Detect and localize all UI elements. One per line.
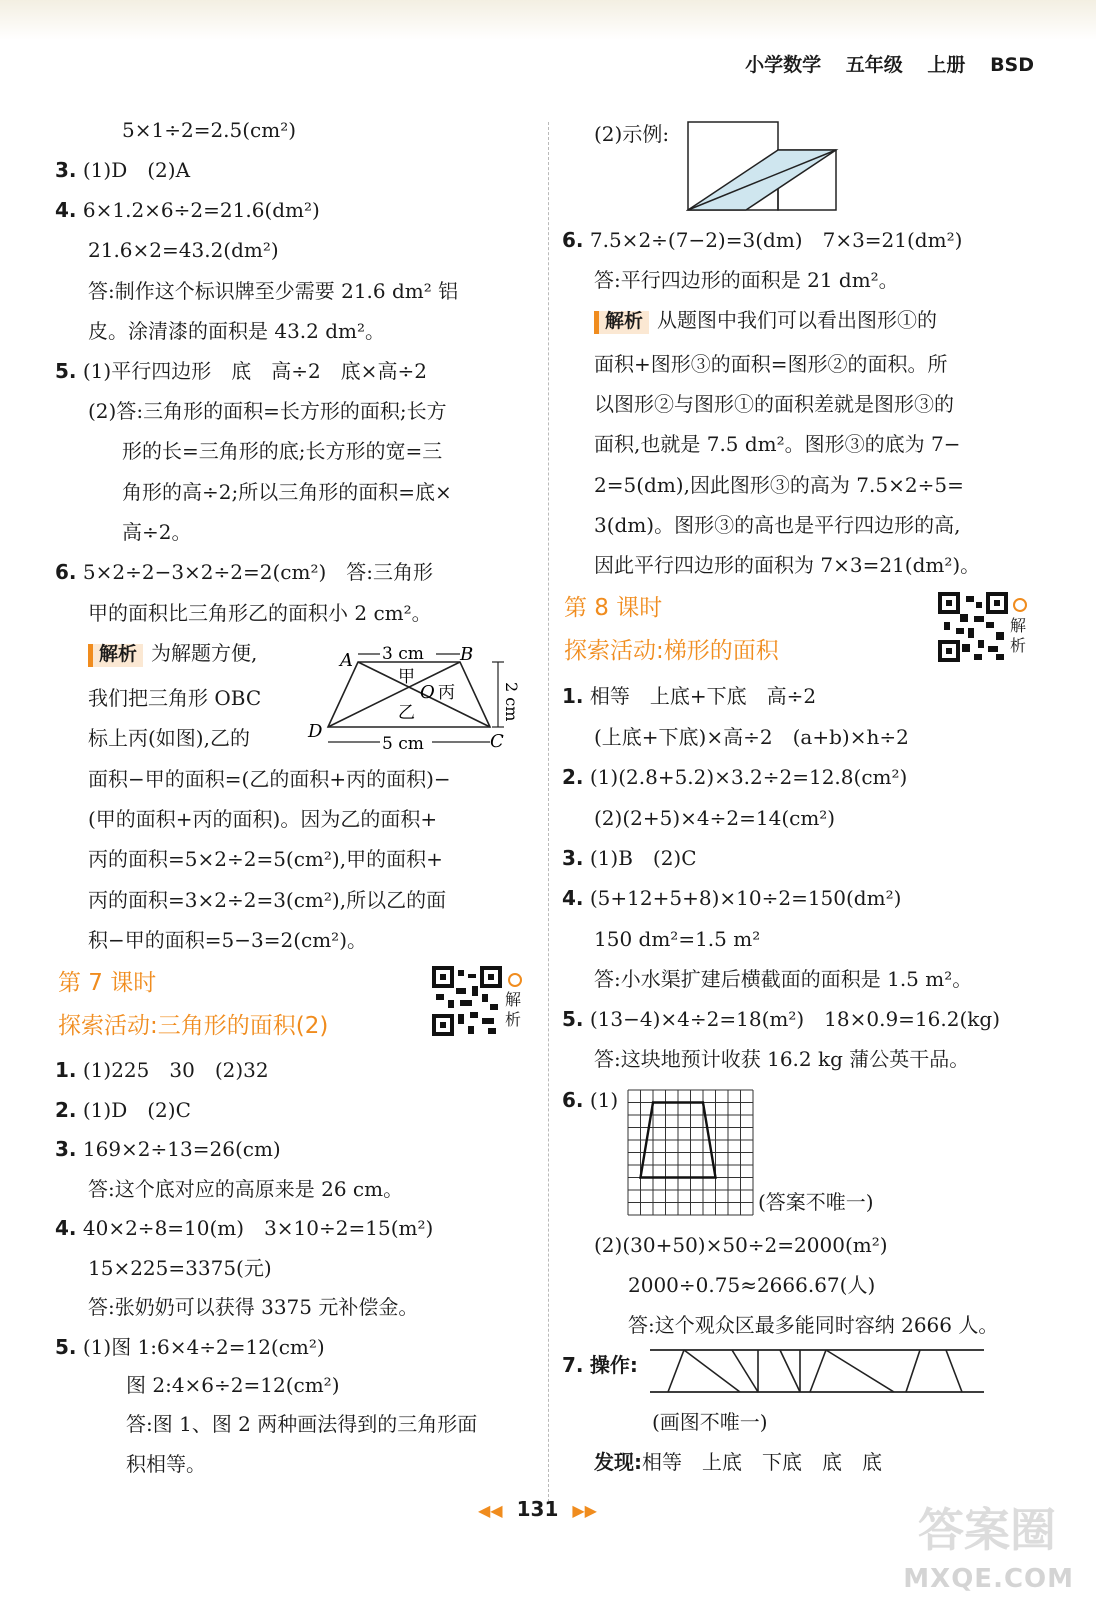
answer-line: 答:这个底对应的高原来是 26 cm。 bbox=[88, 1177, 404, 1201]
answer-line: (2)示例: bbox=[594, 122, 670, 146]
answer-line: 3(dm)。图形③的高也是平行四边形的高, bbox=[594, 513, 961, 537]
answer-line: 5. (13−4)×4÷2=18(m²) 18×0.9=16.2(kg) bbox=[562, 1007, 1001, 1031]
question-number: 1. bbox=[55, 1058, 77, 1082]
answer-line: 面积,也就是 7.5 dm²。图形③的底为 7− bbox=[594, 432, 961, 456]
question-number: 5. bbox=[55, 1335, 77, 1359]
answer-line: 6. 7.5×2÷(7−2)=3(dm) 7×3=21(dm²) bbox=[562, 228, 963, 252]
answer-line: 因此平行四边形的面积为 7×3=21(dm²)。 bbox=[594, 553, 981, 577]
header-volume: 上册 bbox=[927, 54, 966, 76]
answer-note: (答案不唯一) bbox=[758, 1190, 874, 1214]
answer-line: 甲的面积比三角形乙的面积小 2 cm²。 bbox=[88, 601, 432, 625]
page-number: 131 bbox=[516, 1497, 559, 1521]
vertex-o: O bbox=[420, 682, 435, 703]
watermark-url: MXQE.COM bbox=[903, 1564, 1074, 1594]
answer-line: (2)(30+50)×50÷2=2000(m²) bbox=[594, 1233, 888, 1257]
lesson-title: 第 7 课时 bbox=[58, 970, 157, 996]
question-number: 2. bbox=[55, 1098, 77, 1122]
answer-line: 5×1÷2=2.5(cm²) bbox=[122, 118, 297, 142]
answer-line: 丙的面积=5×2÷2=5(cm²),甲的面积+ bbox=[88, 847, 443, 871]
question-number: 3. bbox=[55, 1137, 77, 1161]
question-number: 2. bbox=[562, 765, 584, 789]
answer-line: 高÷2。 bbox=[122, 520, 192, 544]
grid-trapezoid-figure bbox=[626, 1088, 756, 1218]
rectangle-example-figure bbox=[686, 120, 841, 214]
answer-line: 15×225=3375(元) bbox=[88, 1256, 272, 1280]
qr-badge-icon bbox=[508, 973, 522, 987]
answer-line: 2. (1)D (2)C bbox=[55, 1098, 191, 1122]
question-number: 4. bbox=[55, 198, 77, 222]
column-divider bbox=[548, 122, 549, 1502]
answer-note: (画图不唯一) bbox=[652, 1410, 768, 1434]
answer-line: 1. (1)225 30 (2)32 bbox=[55, 1058, 269, 1082]
answer-line: 答:平行四边形的面积是 21 dm²。 bbox=[594, 268, 899, 292]
top-band bbox=[0, 0, 1096, 40]
answer-line: 积−甲的面积=5−3=2(cm²)。 bbox=[88, 928, 367, 952]
vertex-b: B bbox=[460, 644, 474, 665]
page-header bbox=[727, 50, 1034, 77]
header-grade: 五年级 bbox=[845, 54, 903, 76]
answer-line: 150 dm²=1.5 m² bbox=[594, 927, 761, 951]
answer-line: 发现:相等 上底 下底 底 底 bbox=[594, 1450, 882, 1474]
question-number: 5. bbox=[55, 359, 77, 383]
watermark-logo: 答案圈 bbox=[918, 1503, 1056, 1557]
analysis-line: 解析 为解题方便, bbox=[88, 643, 257, 667]
answer-line: (甲的面积+丙的面积)。因为乙的面积+ bbox=[88, 807, 438, 831]
diagram-height: 2 cm bbox=[502, 682, 521, 722]
vertex-c: C bbox=[490, 731, 504, 752]
answer-line: (2)答:三角形的面积=长方形的面积;长方 bbox=[88, 399, 447, 423]
question-number: 5. bbox=[562, 1007, 584, 1031]
region-jia: 甲 bbox=[398, 667, 415, 687]
answer-line: 答:图 1、图 2 两种画法得到的三角形面 bbox=[126, 1412, 478, 1436]
answer-line: 标上丙(如图),乙的 bbox=[88, 726, 250, 750]
region-yi: 乙 bbox=[398, 703, 415, 723]
region-bing: 丙 bbox=[438, 683, 455, 703]
analysis-line: 解析 从题图中我们可以看出图形①的 bbox=[594, 310, 937, 334]
answer-line: 丙的面积=3×2÷2=3(cm²),所以乙的面 bbox=[88, 888, 447, 912]
answer-line: 以图形②与图形①的面积差就是图形③的 bbox=[594, 392, 954, 416]
question-number: 7. bbox=[562, 1353, 584, 1377]
answer-line: 6. 5×2÷2−3×2÷2=2(cm²) 答:三角形 bbox=[55, 560, 434, 584]
answer-line: 答:张奶奶可以获得 3375 元补偿金。 bbox=[88, 1295, 419, 1319]
qr-label: 解析 bbox=[1010, 616, 1027, 655]
question-number: 1. bbox=[562, 684, 584, 708]
header-edition: BSD bbox=[990, 54, 1034, 76]
answer-line: (2)(2+5)×4÷2=14(cm²) bbox=[594, 806, 836, 830]
trapezoid-strip-figure bbox=[650, 1346, 986, 1398]
question-number: 3. bbox=[55, 158, 77, 182]
answer-line: 21.6×2=43.2(dm²) bbox=[88, 238, 279, 262]
vertex-a: A bbox=[340, 650, 353, 671]
lesson-subtitle: 探索活动:三角形的面积(2) bbox=[58, 1013, 329, 1039]
question-number: 6. bbox=[55, 560, 77, 584]
answer-line: 4. 6×1.2×6÷2=21.6(dm²) bbox=[55, 198, 320, 222]
answer-line: 答:这个观众区最多能同时容纳 2666 人。 bbox=[628, 1313, 999, 1337]
answer-line: 图 2:4×6÷2=12(cm²) bbox=[126, 1373, 340, 1397]
answer-line: 面积−甲的面积=(乙的面积+丙的面积)− bbox=[88, 767, 451, 791]
diagram-bottom-length: 5 cm bbox=[382, 734, 424, 754]
page-footer bbox=[478, 1497, 597, 1521]
trapezoid-diagram bbox=[300, 642, 530, 757]
answer-line: 6. (1) bbox=[562, 1088, 619, 1112]
question-number: 4. bbox=[562, 886, 584, 910]
qr-badge-icon bbox=[1013, 598, 1027, 612]
answer-line: 4. 40×2÷8=10(m) 3×10÷2=15(m²) bbox=[55, 1216, 434, 1240]
answer-line: 5. (1)图 1:6×4÷2=12(cm²) bbox=[55, 1335, 325, 1359]
question-number: 3. bbox=[562, 846, 584, 870]
question-number: 4. bbox=[55, 1216, 77, 1240]
answer-line: 答:制作这个标识牌至少需要 21.6 dm² 铝 bbox=[88, 279, 459, 303]
analysis-tag: 解析 bbox=[88, 644, 143, 667]
answer-line: 面积+图形③的面积=图形②的面积。所 bbox=[594, 352, 948, 376]
answer-line: 积相等。 bbox=[126, 1452, 206, 1476]
analysis-tag: 解析 bbox=[594, 311, 649, 334]
diagram-top-length: 3 cm bbox=[382, 644, 424, 664]
next-page-icon[interactable]: ▶▶ bbox=[572, 1501, 597, 1520]
qr-code-icon bbox=[938, 592, 1008, 662]
answer-line: 角形的高÷2;所以三角形的面积=底× bbox=[122, 480, 452, 504]
qr-code[interactable] bbox=[938, 592, 1008, 662]
answer-line: 答:小水渠扩建后横截面的面积是 1.5 m²。 bbox=[594, 967, 973, 991]
lesson-subtitle: 探索活动:梯形的面积 bbox=[564, 638, 779, 664]
qr-label: 解析 bbox=[505, 990, 522, 1029]
lesson-title: 第 8 课时 bbox=[564, 595, 663, 621]
answer-line: 1. 相等 上底+下底 高÷2 bbox=[562, 684, 817, 708]
header-subject: 小学数学 bbox=[745, 54, 822, 76]
answer-line: (上底+下底)×高÷2 (a+b)×h÷2 bbox=[594, 725, 909, 749]
vertex-d: D bbox=[308, 721, 323, 742]
answer-line: 2. (1)(2.8+5.2)×3.2÷2=12.8(cm²) bbox=[562, 765, 908, 789]
answer-line: 3. (1)B (2)C bbox=[562, 846, 697, 870]
answer-line: 2000÷0.75≈2666.67(人) bbox=[628, 1273, 876, 1297]
answer-line: 我们把三角形 OBC bbox=[88, 686, 262, 710]
answer-line: 皮。涂清漆的面积是 43.2 dm²。 bbox=[88, 319, 386, 343]
answer-line: 形的长=三角形的底;长方形的宽=三 bbox=[122, 439, 443, 463]
answer-line: 7. 操作: bbox=[562, 1353, 638, 1377]
prev-page-icon[interactable]: ◀◀ bbox=[478, 1501, 503, 1520]
qr-code[interactable] bbox=[432, 966, 502, 1036]
answer-line: 答:这块地预计收获 16.2 kg 蒲公英干品。 bbox=[594, 1047, 970, 1071]
answer-line: 3. (1)D (2)A bbox=[55, 158, 191, 182]
question-number: 6. bbox=[562, 228, 584, 252]
answer-line: 3. 169×2÷13=26(cm) bbox=[55, 1137, 281, 1161]
answer-line: 2=5(dm),因此图形③的高为 7.5×2÷5= bbox=[594, 473, 964, 497]
answer-line: 4. (5+12+5+8)×10÷2=150(dm²) bbox=[562, 886, 902, 910]
answer-line: 5. (1)平行四边形 底 高÷2 底×高÷2 bbox=[55, 359, 427, 383]
question-number: 6. bbox=[562, 1088, 584, 1112]
qr-code-icon bbox=[432, 966, 502, 1036]
